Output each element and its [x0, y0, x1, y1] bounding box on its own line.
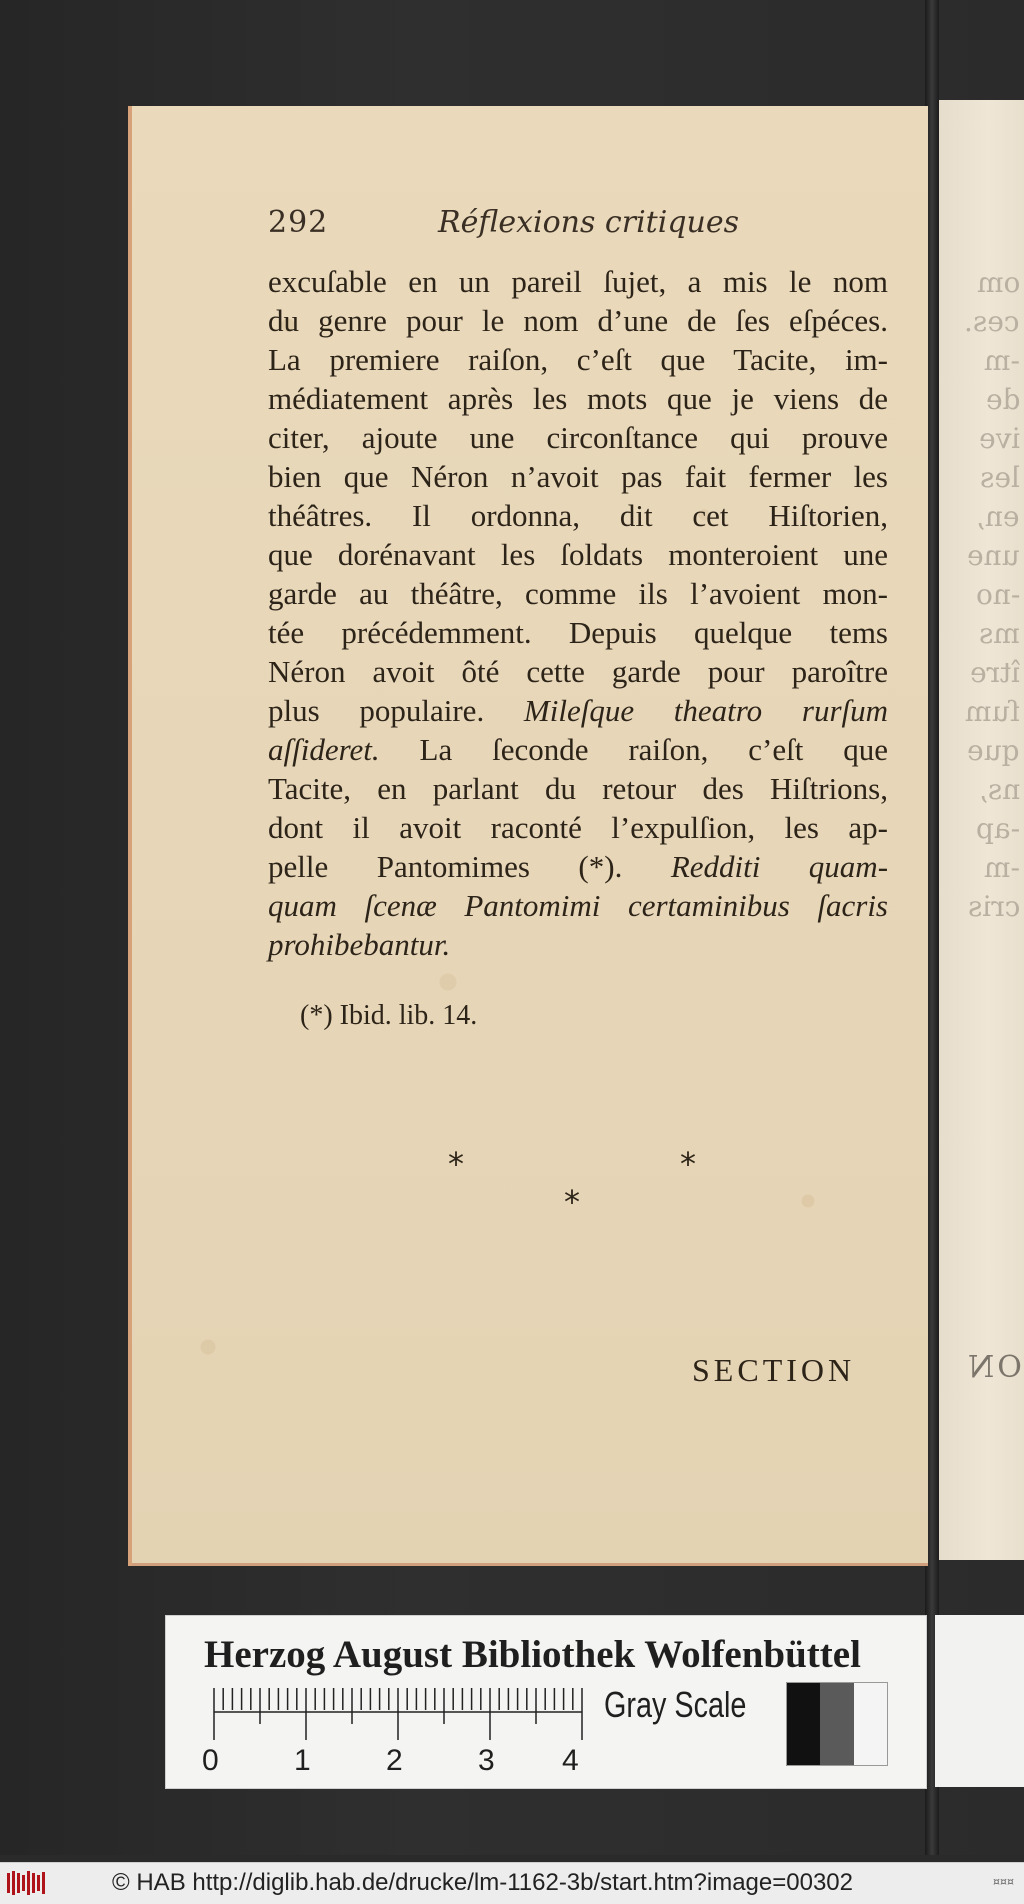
facing-text-fragment: om: [976, 266, 1020, 299]
hab-logo-icon: [6, 1869, 48, 1897]
text-line: garde au théâtre, comme ils l’avoient mon-: [268, 576, 888, 611]
facing-page: [935, 100, 1024, 1560]
text-line: que dorénavant les ſoldats monteroient une: [268, 537, 888, 572]
scale-card: [165, 1615, 927, 1789]
facing-text-fragment: ns,: [978, 773, 1020, 806]
text-line: La premiere raiſon, c’eſt que Tacite, im-: [268, 342, 888, 377]
text-line: bien que Néron n’avoit pas fait fermer les: [268, 459, 888, 494]
facing-text-fragment: ive: [978, 422, 1020, 455]
facing-text-fragment: cris: [967, 890, 1020, 923]
gray-swatch-black: [787, 1683, 820, 1765]
ruler-number: 1: [294, 1744, 311, 1777]
ruler-number: 3: [478, 1744, 495, 1777]
gray-swatch-white: [854, 1683, 887, 1765]
facing-text-fragment: ms: [979, 617, 1020, 650]
facing-text-fragment: ître: [969, 656, 1020, 689]
text-roman: La ſeconde raiſon, c’eſt que: [419, 732, 888, 767]
facing-text-fragment: les: [980, 461, 1020, 494]
running-head: Réflexions critiques: [438, 205, 739, 240]
text-line: Tacite, en parlant du retour des Hiſtrions,: [268, 771, 888, 806]
text-line: dont il avoit raconté l’expulſion, les ap-: [268, 810, 888, 845]
facing-text-fragment: de: [985, 383, 1020, 416]
text-line: tée précédemment. Depuis quelque tems: [268, 615, 888, 650]
text-line: médiatement après les mots que je viens de: [268, 381, 888, 416]
asterism-star: *: [448, 1145, 464, 1183]
text-line: Néron avoit ôté cette garde pour paroître: [268, 654, 888, 689]
copyright-link[interactable]: © HAB http://diglib.hab.de/drucke/lm-1162-3b/start.htm?image=00302: [112, 1869, 853, 1896]
text-roman: plus populaire.: [268, 693, 485, 728]
text-line: [268, 925, 888, 964]
body-text: [268, 262, 888, 964]
footer-bar: [0, 1862, 1024, 1904]
facing-text-fragment: -m: [983, 344, 1020, 377]
latin-quote: Mileſque theatro rurſum: [523, 693, 889, 728]
facing-text-fragment: -ap: [975, 812, 1020, 845]
footer-mark: ¤¤¤: [993, 1875, 1014, 1888]
scale-card-facing: [935, 1615, 1024, 1787]
ruler-number: 4: [562, 1744, 579, 1777]
text-line: [268, 847, 888, 886]
facing-text-fragment: -m: [983, 851, 1020, 884]
catchword: SECTION: [692, 1352, 856, 1388]
gray-swatches: [786, 1682, 888, 1766]
gray-swatch-mid: [820, 1683, 853, 1765]
facing-text-fragment: ces.: [964, 305, 1020, 338]
ruler-number: 0: [202, 1744, 219, 1777]
latin-quote: quam ſcenæ Pantomimi certaminibus ſacris: [268, 888, 888, 923]
library-name: Herzog August Bibliothek Wolfenbüttel: [204, 1633, 861, 1676]
latin-quote: prohibebantur.: [268, 927, 451, 962]
latin-quote: aſſideret.: [268, 732, 380, 767]
text-line: [268, 886, 888, 925]
text-line: [268, 691, 888, 730]
text-roman: pelle Pantomimes (*).: [268, 849, 623, 884]
text-line: [268, 730, 888, 769]
facing-text-fragment: ſum: [965, 695, 1020, 728]
gray-scale-label: Gray Scale: [604, 1684, 747, 1725]
asterism-star: *: [564, 1183, 580, 1221]
page-number: 292: [268, 205, 329, 240]
facing-text-fragment: en,: [976, 500, 1020, 533]
text-line: théâtres. Il ordonna, dit cet Hiſtorien,: [268, 498, 888, 533]
ruler-number: 2: [386, 1744, 403, 1777]
asterism-star: *: [680, 1145, 696, 1183]
text-line: excuſable en un pareil ſujet, a mis le nom: [268, 264, 888, 299]
facing-text-fragment: une: [967, 539, 1020, 572]
text-line: du genre pour le nom d’une de ſes eſpéces.: [268, 303, 888, 338]
text-line: citer, ajoute une circonſtance qui prouve: [268, 420, 888, 455]
facing-text-fragment: -no: [975, 578, 1020, 611]
latin-quote: Redditi quam-: [670, 849, 889, 884]
facing-catchword: ON: [965, 1350, 1022, 1385]
facing-text-fragment: que: [967, 734, 1020, 767]
footnote: (*) Ibid. lib. 14.: [300, 1000, 478, 1031]
